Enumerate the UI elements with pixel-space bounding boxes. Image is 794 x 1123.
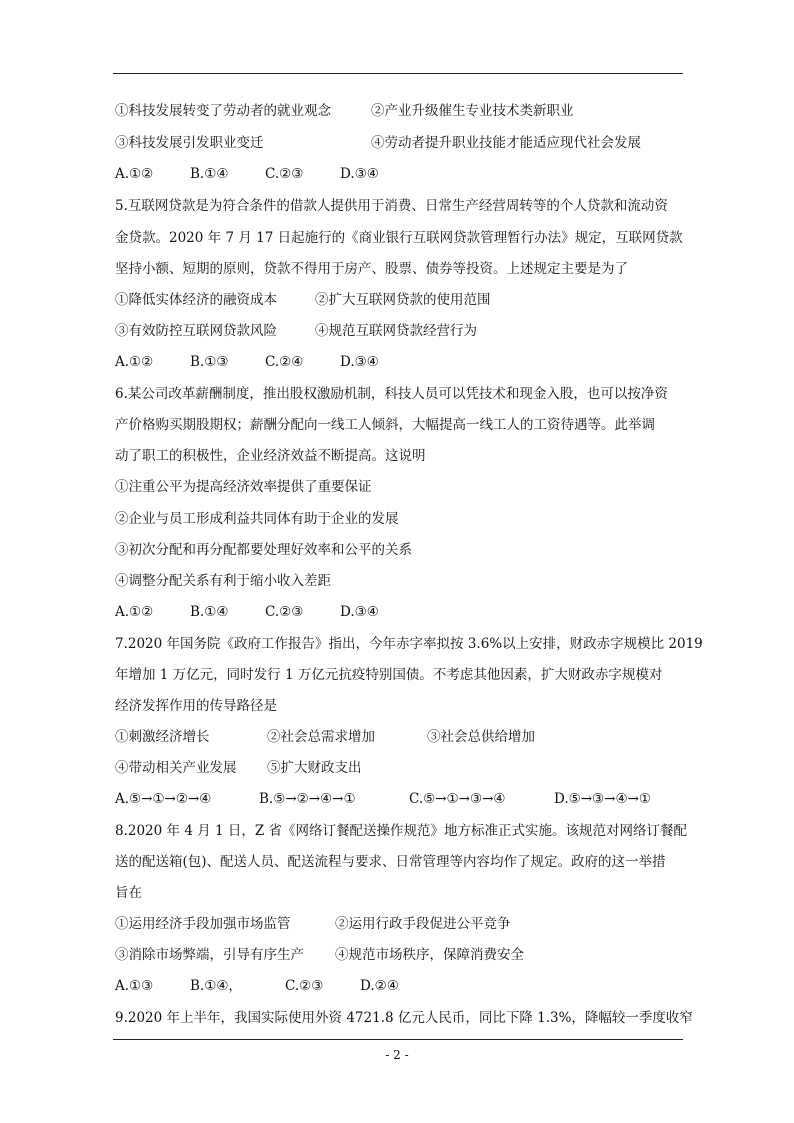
q8-option-d: D.②④ xyxy=(360,978,399,994)
q6-statement-1: ①注重公平为提高经济效率提供了重要保证 xyxy=(115,479,372,495)
q4-option-c: C.②③ xyxy=(265,166,304,182)
q7-stem-line-2: 年增加 1 万亿元，同时发行 1 万亿元抗疫特别国债。不考虑其他因素，扩大财政赤字规模对 xyxy=(115,667,663,683)
q8-option-c: C.②③ xyxy=(285,978,324,994)
q7-statement-2: ②社会总需求增加 xyxy=(267,729,375,745)
header-rule xyxy=(113,73,683,74)
q7-statement-5: ⑤扩大财政支出 xyxy=(267,760,362,776)
q4-options xyxy=(115,164,379,184)
q7-options xyxy=(115,789,651,809)
q7-stem-line-3: 经济发挥作用的传导路径是 xyxy=(115,698,277,714)
q8-statement-2: ②运用行政手段促进公平竞争 xyxy=(335,916,511,932)
q8-statement-3: ③消除市场弊端，引导有序生产 xyxy=(115,947,304,963)
q6-stem-line-1: 6.某公司改革薪酬制度，推出股权激励机制，科技人员可以凭技术和现金入股，也可以按净资 xyxy=(115,386,668,402)
q5-option-a: A.①② xyxy=(115,354,154,370)
q5-options xyxy=(115,352,379,372)
q4-statement-4: ④劳动者提升职业技能才能适应现代社会发展 xyxy=(371,135,641,151)
q4-statement-2: ②产业升级催生专业技术类新职业 xyxy=(371,103,574,119)
page-number: - 2 - xyxy=(385,1048,409,1062)
q8-options xyxy=(115,976,399,996)
q8-stem-line-2: 送的配送箱(包)、配送人员、配送流程与要求、日常管理等内容均作了规定。政府的这一举措 xyxy=(115,854,666,870)
q9-stem-line-1: 9.2020 年上半年，我国实际使用外资 4721.8 亿元人民币，同比下降 1.3%，降幅较一季度收窄 xyxy=(115,1010,693,1026)
q4-statement-3: ③科技发展引发职业变迁 xyxy=(115,135,264,151)
q8-statement-4: ④规范市场秩序，保障消费安全 xyxy=(335,947,524,963)
q6-stem-line-2: 产价格购买期股期权；薪酬分配向一线工人倾斜，大幅提高一线工人的工资待遇等。此举调 xyxy=(115,417,655,433)
q5-stem-line-2: 金贷款。2020 年 7 月 17 日起施行的《商业银行互联网贷款管理暂行办法》规定，互联网贷款 xyxy=(115,230,683,246)
q6-stem-line-3: 动了职工的积极性，企业经济效益不断提高。这说明 xyxy=(115,448,426,464)
q5-option-b: B.①③ xyxy=(190,354,229,370)
q6-statement-3: ③初次分配和再分配都要处理好效率和公平的关系 xyxy=(115,542,412,558)
q7-option-a: A.⑤→①→②→④ xyxy=(115,791,212,807)
q5-statement-4: ④规范互联网贷款经营行为 xyxy=(315,323,477,339)
q6-options xyxy=(115,602,379,622)
q4-option-a: A.①② xyxy=(115,166,154,182)
q7-statement-4: ④带动相关产业发展 xyxy=(115,760,237,776)
q5-statement-2: ②扩大互联网贷款的使用范围 xyxy=(315,292,491,308)
q8-option-b: B.①④， xyxy=(190,978,242,994)
q7-option-b: B.⑤→②→④→① xyxy=(259,791,356,807)
q6-statement-2: ②企业与员工形成利益共同体有助于企业的发展 xyxy=(115,511,399,527)
q6-option-b: B.①④ xyxy=(190,604,229,620)
q5-option-d: D.③④ xyxy=(340,354,379,370)
q5-stem-line-1: 5.互联网贷款是为符合条件的借款人提供用于消费、日常生产经营周转等的个人贷款和流动资 xyxy=(115,198,668,214)
q4-option-d: D.③④ xyxy=(340,166,379,182)
q7-statement-3: ③社会总供给增加 xyxy=(427,729,535,745)
footer-rule xyxy=(113,1039,683,1040)
q6-option-c: C.②③ xyxy=(265,604,304,620)
q7-option-c: C.⑤→①→③→④ xyxy=(409,791,506,807)
q5-statement-1: ①降低实体经济的融资成本 xyxy=(115,292,277,308)
q8-stem-line-3: 旨在 xyxy=(115,885,142,901)
q7-option-d: D.⑤→③→④→① xyxy=(554,791,651,807)
q6-option-d: D.③④ xyxy=(340,604,379,620)
q6-option-a: A.①② xyxy=(115,604,154,620)
q5-option-c: C.②④ xyxy=(265,354,304,370)
q4-statement-1: ①科技发展转变了劳动者的就业观念 xyxy=(115,103,331,119)
q8-stem-line-1: 8.2020 年 4 月 1 日，Z 省《网络订餐配送操作规范》地方标准正式实施。该规范对网络订餐配 xyxy=(115,823,688,839)
q7-stem-line-1: 7.2020 年国务院《政府工作报告》指出，今年赤字率拟按 3.6%以上安排，财政赤字规模比 2019 xyxy=(115,636,703,652)
q5-stem-line-3: 坚持小额、短期的原则，贷款不得用于房产、股票、债券等投资。上述规定主要是为了 xyxy=(115,261,628,277)
q8-option-a: A.①③ xyxy=(115,978,154,994)
q6-statement-4: ④调整分配关系有利于缩小收入差距 xyxy=(115,573,331,589)
q5-statement-3: ③有效防控互联网贷款风险 xyxy=(115,323,277,339)
q8-statement-1: ①运用经济手段加强市场监管 xyxy=(115,916,291,932)
q4-option-b: B.①④ xyxy=(190,166,229,182)
q7-statement-1: ①刺激经济增长 xyxy=(115,729,210,745)
